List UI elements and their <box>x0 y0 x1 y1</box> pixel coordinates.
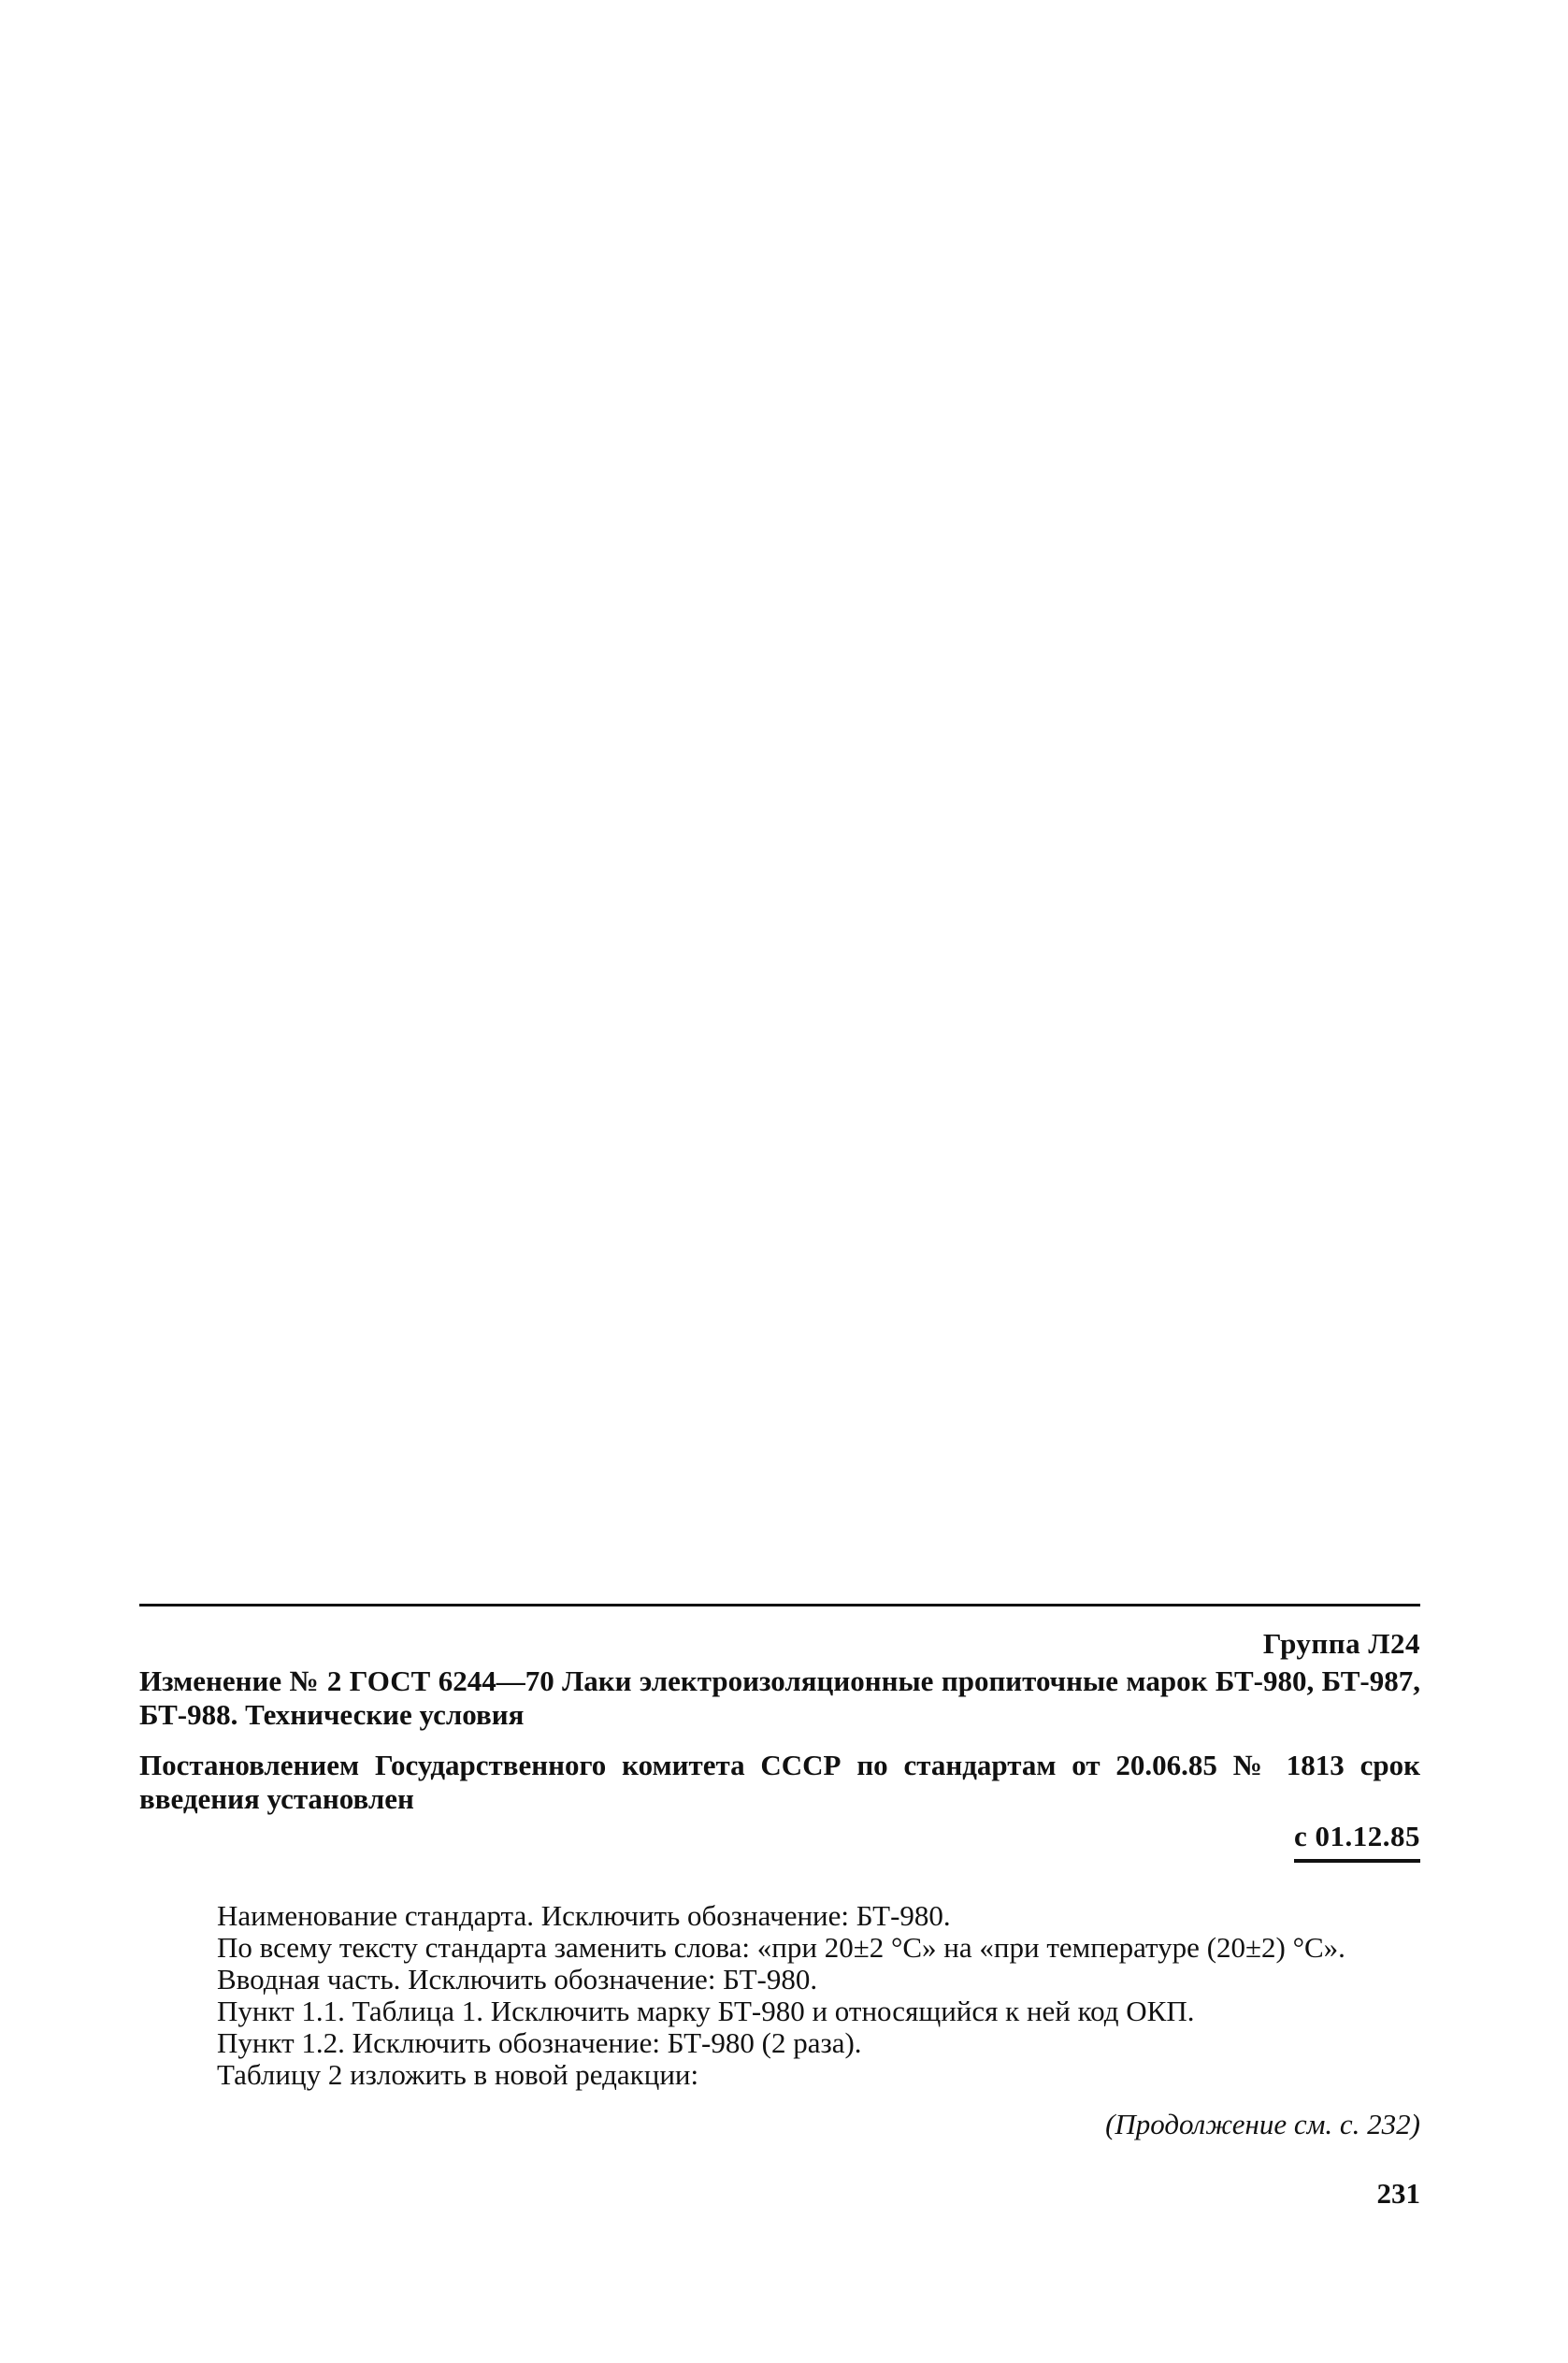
amendment-title: Изменение № 2 ГОСТ 6244—70 Лаки электроизоляционные пропиточные марок БТ-980, БТ-987, БТ-988. Технические условия <box>139 1664 1420 1731</box>
paragraph: Таблицу 2 изложить в новой редакции: <box>217 2058 699 2091</box>
resolution-text: Постановлением Государственного комитета СССР по стандартам от 20.06.85 № 1813 срок введения установлен <box>139 1749 1420 1815</box>
continuation-note: (Продолжение см. с. 232) <box>1105 2108 1420 2140</box>
effective-date-line <box>139 1820 1420 1863</box>
amendment-body <box>139 1900 1420 2091</box>
paragraph: Вводная часть. Исключить обозначение: БТ-980. <box>217 1963 818 1996</box>
amendment-block <box>139 1604 1420 2211</box>
top-rule <box>139 1604 1420 1607</box>
effective-date: с 01.12.85 <box>1294 1820 1420 1863</box>
paragraph: Пункт 1.1. Таблица 1. Исключить марку БТ-980 и относящийся к ней код ОКП. <box>217 1995 1195 2027</box>
paragraph: Пункт 1.2. Исключить обозначение: БТ-980 (2 раза). <box>217 2026 862 2059</box>
group-label: Группа Л24 <box>1262 1627 1420 1660</box>
paragraph: Наименование стандарта. Исключить обозначение: БТ-980. <box>217 1899 951 1932</box>
paragraph: По всему тексту стандарта заменить слова: «при 20±2 °С» на «при температуре (20±2) °С». <box>217 1931 1345 1964</box>
page-number: 231 <box>1376 2177 1420 2210</box>
